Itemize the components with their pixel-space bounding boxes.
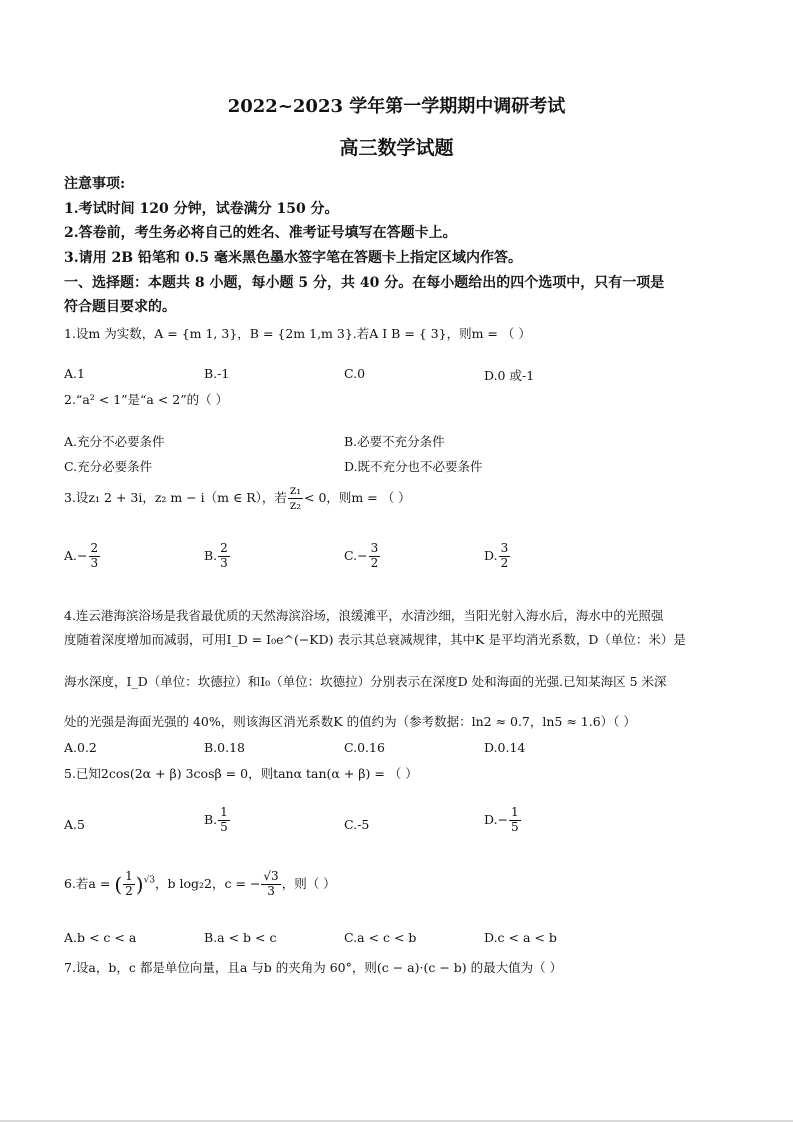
- question-6-option-a: A.b < c < a: [64, 930, 137, 945]
- question-1-option-b: B.-1: [204, 366, 230, 381]
- question-5-option-d: D.− $\frac{1}{5}$: [484, 805, 519, 834]
- question-4-option-d: D.0.14: [484, 740, 526, 755]
- question-3-option-b: B. $\frac{2}{3}$: [204, 541, 228, 570]
- question-5-stem: 5.已知2cos(2α + β) 3cosβ = 0，则tanα tan(α + β) = （ ）: [64, 766, 418, 781]
- question-4-option-b: B.0.18: [204, 740, 245, 755]
- section-heading-line2: 符合题目要求的。: [64, 299, 176, 315]
- notice-item-3: 3.请用 2B 铅笔和 0.5 毫米黑色墨水签字笔在答题卡上指定区域内作答。: [64, 250, 523, 266]
- question-6-option-d: D.c < a < b: [484, 930, 557, 945]
- question-3-option-d: D. $\frac{3}{2}$: [484, 541, 509, 570]
- question-3-option-a: A.− $\frac{2}{3}$: [64, 541, 99, 570]
- question-6-option-c: C.a < c < b: [344, 930, 417, 945]
- exam-subtitle: 高三数学试题: [339, 137, 454, 159]
- notice-item-2: 2.答卷前，考生务必将自己的姓名、准考证号填写在答题卡上。: [64, 225, 457, 241]
- question-1-option-c: C.0: [344, 366, 366, 381]
- question-2-option-a: A.充分不必要条件: [64, 434, 165, 449]
- exam-title: 2022~2023 学年第一学期期中调研考试: [227, 96, 566, 117]
- notice-item-1: 1.考试时间 120 分钟，试卷满分 150 分。: [64, 201, 339, 217]
- question-2-option-b: B.必要不充分条件: [344, 434, 445, 449]
- question-4-option-c: C.0.16: [344, 740, 385, 755]
- section-heading-line1: 一、选择题：本题共 8 小题，每小题 5 分，共 40 分。在每小题给出的四个选项中，只有一项是: [64, 275, 665, 291]
- question-1-option-d: D.0 或-1: [484, 368, 535, 383]
- question-5-option-c: C.-5: [344, 817, 370, 832]
- question-5-option-a: A.5: [64, 817, 85, 832]
- question-2-stem: 2.“a² < 1”是“a < 2”的（ ）: [64, 392, 229, 407]
- question-4-line-3: 海水深度，I_D（单位：坎德拉）和I₀（单位：坎德拉）分别表示在深度D 处和海面的光强.已知某海区 5 米深: [64, 674, 667, 689]
- question-1-option-a: A.1: [64, 366, 85, 381]
- fraction-z1-over-z2: $\frac{\text{z₁}}{\text{z₂}}$: [289, 483, 302, 512]
- question-2-option-c: C.充分必要条件: [64, 459, 153, 474]
- question-3-stem: 3.设z₁ 2 + 3i，z₂ m − i（m ∈ R），若 $\frac{\text{z₁}}{\text{z₂}}$ < 0，则m = （ ）: [64, 483, 411, 512]
- question-6-stem: 6.若a = ( $\frac{1}{2}$ )$^{√3}$，b log₂2，c = − $\frac{√3}{3}$ ，则（ ）: [64, 869, 336, 898]
- question-1-stem: 1.设m 为实数，A = {m 1, 3}，B = {2m 1,m 3}.若A I B = { 3}，则m = （ ）: [64, 326, 531, 341]
- question-6-option-b: B.a < b < c: [204, 930, 277, 945]
- question-4-line-1: 4.连云港海滨浴场是我省最优质的天然海滨浴场，浪缓滩平，水清沙细，当阳光射入海水后，海水中的光照强: [64, 608, 664, 623]
- question-4-line-2: 度随着深度增加而减弱，可用I_D = I₀e^(−KD) 表示其总衰减规律，其中K 是平均消光系数，D（单位：米）是: [64, 632, 686, 647]
- question-4-option-a: A.0.2: [64, 740, 97, 755]
- question-2-option-d: D.既不充分也不必要条件: [344, 459, 483, 474]
- question-5-option-b: B. $\frac{1}{5}$: [204, 805, 228, 834]
- question-4-line-4: 处的光强是海面光强的 40%，则该海区消光系数K 的值约为（参考数据：ln2 ≈ 0.7，ln5 ≈ 1.6）（ ）: [64, 714, 636, 729]
- question-7-stem: 7.设a，b，c 都是单位向量，且a 与b 的夹角为 60°，则(c − a)·(c − b) 的最大值为（ ）: [64, 960, 563, 975]
- question-3-option-c: C.− $\frac{3}{2}$: [344, 541, 379, 570]
- notice-heading: 注意事项:: [64, 176, 126, 192]
